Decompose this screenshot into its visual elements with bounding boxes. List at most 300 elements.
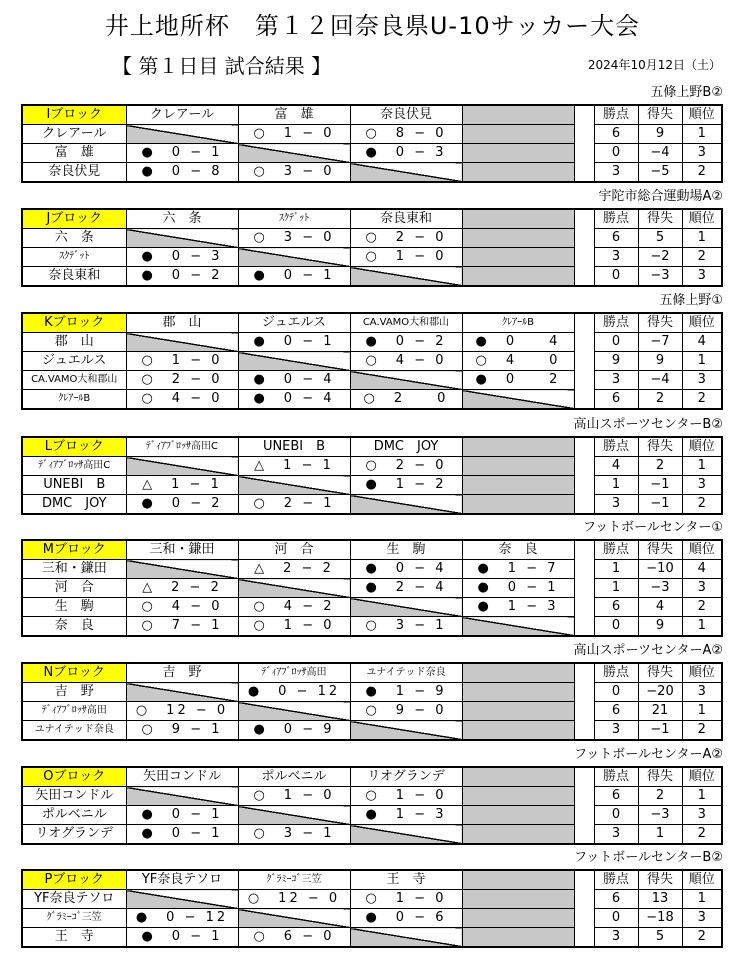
- table-row: [22, 457, 722, 476]
- goal-difference: 9: [638, 617, 682, 637]
- spacer-cell: [574, 663, 594, 683]
- match-result: ○ 8 − 0: [350, 125, 462, 144]
- table-row: [22, 909, 722, 928]
- points: 6: [594, 890, 638, 909]
- self-match-cell: [462, 617, 574, 637]
- spacer-cell: [574, 495, 594, 515]
- points: 6: [594, 229, 638, 248]
- team-name: リオグランデ: [22, 825, 126, 845]
- rank: 4: [682, 333, 722, 352]
- self-match-cell: [126, 683, 238, 702]
- team-name: 奈 良: [22, 617, 126, 637]
- block-label: Lブロック: [22, 437, 126, 457]
- spacer-cell: [574, 890, 594, 909]
- goal-difference: −4: [638, 144, 682, 163]
- block-table: [21, 104, 723, 183]
- spacer-cell: [574, 163, 594, 183]
- table-row: [22, 890, 722, 909]
- match-result: ○ 7 − 1: [126, 617, 238, 637]
- empty-cell: [462, 928, 574, 948]
- match-result: △ 1 − 1: [238, 457, 350, 476]
- table-row: [22, 702, 722, 721]
- team-name: 郡 山: [22, 333, 126, 352]
- stats-header: 得失: [638, 105, 682, 125]
- points: 0: [594, 909, 638, 928]
- spacer-cell: [574, 909, 594, 928]
- stats-header: 順位: [682, 437, 722, 457]
- match-result: ○ 2 − 1: [238, 495, 350, 515]
- opponent-header: ユナイテッド奈良: [350, 663, 462, 683]
- points: 0: [594, 617, 638, 637]
- match-result: ● 2 − 4: [350, 579, 462, 598]
- event-date: 2024年10月12日（土）: [587, 58, 721, 72]
- match-result: ● 0 − 1: [462, 579, 574, 598]
- team-name: 三和・鎌田: [22, 560, 126, 579]
- match-result: ● 0 − 12: [126, 909, 238, 928]
- spacer-cell: [574, 125, 594, 144]
- team-name: ﾃﾞｨｱﾌﾞﾛｯｻ高田C: [22, 457, 126, 476]
- empty-cell: [462, 495, 574, 515]
- stats-header: 勝点: [594, 540, 638, 560]
- page-title: 井上地所杯 第１２回奈良県U-10サッカー大会: [104, 12, 641, 40]
- goal-difference: −3: [638, 806, 682, 825]
- team-name: ｸﾞﾗﾐｰｺﾞ三笠: [22, 909, 126, 928]
- page-subtitle: 【 第１日目 試合結果 】: [112, 54, 332, 78]
- goal-difference: −2: [638, 248, 682, 267]
- rank: 3: [682, 371, 722, 390]
- points: 0: [594, 806, 638, 825]
- opponent-header: ﾃﾞｨｱﾌﾞﾛｯｻ高田: [238, 663, 350, 683]
- self-match-cell: [350, 825, 462, 845]
- table-row: [22, 928, 722, 948]
- match-result: ● 0 − 3: [126, 248, 238, 267]
- table-row: [22, 352, 722, 371]
- match-result: △ 2 − 2: [238, 560, 350, 579]
- empty-cell: [462, 125, 574, 144]
- block-table: [21, 869, 723, 948]
- self-match-cell: [350, 495, 462, 515]
- goal-difference: 2: [638, 457, 682, 476]
- block-label: Kブロック: [22, 313, 126, 333]
- rank: 1: [682, 352, 722, 371]
- spacer-cell: [574, 333, 594, 352]
- block-table: [21, 312, 723, 410]
- match-result: ○ 9 − 1: [126, 721, 238, 741]
- stats-header: 順位: [682, 313, 722, 333]
- table-row: [22, 598, 722, 617]
- empty-cell: [462, 163, 574, 183]
- rank: 3: [682, 683, 722, 702]
- self-match-cell: [350, 163, 462, 183]
- match-result: ○ 12 − 0: [238, 890, 350, 909]
- match-result: ● 1 − 3: [350, 806, 462, 825]
- empty-cell: [462, 457, 574, 476]
- empty-cell: [462, 721, 574, 741]
- points: 1: [594, 560, 638, 579]
- match-result: ○ 4 0: [462, 352, 574, 371]
- rank: 3: [682, 476, 722, 495]
- opponent-header: UNEBI B: [238, 437, 350, 457]
- points: 0: [594, 267, 638, 287]
- rank: 3: [682, 267, 722, 287]
- team-name: ユナイテッド奈良: [22, 721, 126, 741]
- match-result: ○ 2 − 0: [350, 457, 462, 476]
- spacer-cell: [574, 209, 594, 229]
- block-label: Pブロック: [22, 870, 126, 890]
- match-result: ○ 3 − 0: [238, 229, 350, 248]
- block-label: Jブロック: [22, 209, 126, 229]
- stats-header: 順位: [682, 870, 722, 890]
- rank: 2: [682, 598, 722, 617]
- empty-cell: [462, 105, 574, 125]
- match-result: ● 0 4: [462, 333, 574, 352]
- block-venue: フットボールセンター①: [583, 520, 723, 535]
- match-result: ○ 3 − 0: [238, 163, 350, 183]
- table-row: [22, 560, 722, 579]
- self-match-cell: [238, 352, 350, 371]
- rank: 3: [682, 909, 722, 928]
- opponent-header: ｸﾚｱｰﾙB: [462, 313, 574, 333]
- rank: 3: [682, 579, 722, 598]
- team-name: DMC JOY: [22, 495, 126, 515]
- self-match-cell: [350, 928, 462, 948]
- self-match-cell: [238, 806, 350, 825]
- points: 3: [594, 248, 638, 267]
- self-match-cell: [238, 702, 350, 721]
- spacer-cell: [574, 390, 594, 410]
- match-result: ○ 4 − 2: [238, 598, 350, 617]
- goal-difference: 4: [638, 598, 682, 617]
- team-name: クレアール: [22, 125, 126, 144]
- opponent-header: 王 寺: [350, 870, 462, 890]
- stats-header: 順位: [682, 105, 722, 125]
- match-result: △ 1 − 1: [126, 476, 238, 495]
- team-name: 奈良東和: [22, 267, 126, 287]
- opponent-header: YF奈良テソロ: [126, 870, 238, 890]
- rank: 2: [682, 825, 722, 845]
- empty-cell: [462, 909, 574, 928]
- rank: 2: [682, 163, 722, 183]
- team-name: 生 駒: [22, 598, 126, 617]
- points: 4: [594, 457, 638, 476]
- empty-cell: [462, 229, 574, 248]
- self-match-cell: [350, 721, 462, 741]
- goal-difference: 2: [638, 390, 682, 410]
- block-label: Mブロック: [22, 540, 126, 560]
- rank: 1: [682, 890, 722, 909]
- match-result: ● 0 − 2: [126, 495, 238, 515]
- spacer-cell: [574, 371, 594, 390]
- opponent-header: CA.VAMO大和郡山: [350, 313, 462, 333]
- team-name: ｸﾚｱｰﾙB: [22, 390, 126, 410]
- match-result: ● 0 − 1: [126, 144, 238, 163]
- match-result: ● 0 − 4: [238, 371, 350, 390]
- rank: 1: [682, 125, 722, 144]
- goal-difference: 1: [638, 825, 682, 845]
- team-name: CA.VAMO大和郡山: [22, 371, 126, 390]
- self-match-cell: [350, 598, 462, 617]
- spacer-cell: [574, 702, 594, 721]
- block-table: [21, 766, 723, 845]
- opponent-header: 奈良東和: [350, 209, 462, 229]
- match-result: ○ 9 − 0: [350, 702, 462, 721]
- rank: 2: [682, 928, 722, 948]
- table-row: [22, 371, 722, 390]
- empty-cell: [462, 787, 574, 806]
- opponent-header: ジュエルス: [238, 313, 350, 333]
- goal-difference: −3: [638, 267, 682, 287]
- team-name: UNEBI B: [22, 476, 126, 495]
- table-row: [22, 267, 722, 287]
- empty-cell: [462, 767, 574, 787]
- match-result: ● 0 − 8: [126, 163, 238, 183]
- table-row: [22, 163, 722, 183]
- spacer-cell: [574, 928, 594, 948]
- team-name: ﾃﾞｨｱﾌﾞﾛｯｻ高田: [22, 702, 126, 721]
- match-result: ● 0 − 6: [350, 909, 462, 928]
- opponent-header: ｽｸﾃﾞｯﾄ: [238, 209, 350, 229]
- match-result: ○ 1 − 0: [238, 617, 350, 637]
- points: 6: [594, 702, 638, 721]
- opponent-header: 富 雄: [238, 105, 350, 125]
- empty-cell: [462, 702, 574, 721]
- spacer-cell: [574, 540, 594, 560]
- match-result: ○ 1 − 0: [350, 248, 462, 267]
- team-name: 奈良伏見: [22, 163, 126, 183]
- match-result: ● 0 − 4: [350, 560, 462, 579]
- team-name: 吉 野: [22, 683, 126, 702]
- opponent-header: DMC JOY: [350, 437, 462, 457]
- spacer-cell: [574, 352, 594, 371]
- stats-header: 順位: [682, 767, 722, 787]
- team-name: 矢田コンドル: [22, 787, 126, 806]
- empty-cell: [462, 890, 574, 909]
- goal-difference: −5: [638, 163, 682, 183]
- points: 6: [594, 125, 638, 144]
- match-result: ○ 2 − 0: [350, 229, 462, 248]
- rank: 3: [682, 806, 722, 825]
- spacer-cell: [574, 870, 594, 890]
- table-row: [22, 248, 722, 267]
- empty-cell: [462, 437, 574, 457]
- match-result: ○ 4 − 0: [126, 390, 238, 410]
- goal-difference: 5: [638, 229, 682, 248]
- points: 0: [594, 683, 638, 702]
- goal-difference: 2: [638, 787, 682, 806]
- empty-cell: [462, 663, 574, 683]
- stats-header: 順位: [682, 209, 722, 229]
- self-match-cell: [238, 579, 350, 598]
- table-row: [22, 721, 722, 741]
- team-name: ｽｸﾃﾞｯﾄ: [22, 248, 126, 267]
- stats-header: 得失: [638, 767, 682, 787]
- stats-header: 勝点: [594, 870, 638, 890]
- spacer-cell: [574, 598, 594, 617]
- stats-header: 得失: [638, 540, 682, 560]
- match-result: ● 1 − 9: [350, 683, 462, 702]
- team-name: 富 雄: [22, 144, 126, 163]
- table-row: [22, 125, 722, 144]
- match-result: ○ 3 − 1: [350, 617, 462, 637]
- match-result: ○ 2 − 0: [126, 371, 238, 390]
- stats-header: 勝点: [594, 209, 638, 229]
- empty-cell: [462, 144, 574, 163]
- self-match-cell: [462, 390, 574, 410]
- match-result: ● 1 − 2: [350, 476, 462, 495]
- goal-difference: −1: [638, 495, 682, 515]
- block-table: [21, 208, 723, 287]
- match-result: ● 0 2: [462, 371, 574, 390]
- team-name: YF奈良テソロ: [22, 890, 126, 909]
- table-row: [22, 617, 722, 637]
- self-match-cell: [126, 229, 238, 248]
- opponent-header: ポルベニル: [238, 767, 350, 787]
- spacer-cell: [574, 825, 594, 845]
- opponent-header: 生 駒: [350, 540, 462, 560]
- empty-cell: [462, 825, 574, 845]
- self-match-cell: [238, 248, 350, 267]
- block-label: Oブロック: [22, 767, 126, 787]
- match-result: ● 0 − 12: [238, 683, 350, 702]
- stats-header: 得失: [638, 870, 682, 890]
- rank: 2: [682, 248, 722, 267]
- rank: 2: [682, 390, 722, 410]
- opponent-header: 吉 野: [126, 663, 238, 683]
- match-result: ● 0 − 4: [238, 390, 350, 410]
- points: 0: [594, 144, 638, 163]
- stats-header: 得失: [638, 209, 682, 229]
- self-match-cell: [126, 787, 238, 806]
- self-match-cell: [238, 476, 350, 495]
- spacer-cell: [574, 806, 594, 825]
- self-match-cell: [238, 144, 350, 163]
- block-venue: 高山スポーツセンターB②: [573, 417, 723, 432]
- team-name: ジュエルス: [22, 352, 126, 371]
- match-result: ● 0 − 1: [126, 928, 238, 948]
- stats-header: 勝点: [594, 437, 638, 457]
- spacer-cell: [574, 787, 594, 806]
- goal-difference: 9: [638, 352, 682, 371]
- spacer-cell: [574, 767, 594, 787]
- points: 3: [594, 825, 638, 845]
- goal-difference: −4: [638, 371, 682, 390]
- points: 3: [594, 928, 638, 948]
- stats-header: 勝点: [594, 105, 638, 125]
- match-result: ● 0 − 2: [350, 333, 462, 352]
- stats-header: 得失: [638, 437, 682, 457]
- block-table: [21, 539, 723, 637]
- empty-cell: [462, 267, 574, 287]
- match-result: ○ 3 − 1: [238, 825, 350, 845]
- table-row: [22, 390, 722, 410]
- block-venue: 宇陀市総合運動場A②: [598, 189, 723, 204]
- spacer-cell: [574, 476, 594, 495]
- goal-difference: −1: [638, 721, 682, 741]
- spacer-cell: [574, 248, 594, 267]
- team-name: ポルベニル: [22, 806, 126, 825]
- team-name: 六 条: [22, 229, 126, 248]
- block-venue: 高山スポーツセンターA②: [573, 643, 723, 658]
- points: 1: [594, 476, 638, 495]
- stats-header: 得失: [638, 663, 682, 683]
- match-result: ○ 4 − 0: [350, 352, 462, 371]
- rank: 1: [682, 702, 722, 721]
- rank: 4: [682, 560, 722, 579]
- self-match-cell: [126, 333, 238, 352]
- match-result: ○ 1 − 0: [350, 890, 462, 909]
- table-row: [22, 229, 722, 248]
- spacer-cell: [574, 267, 594, 287]
- points: 6: [594, 787, 638, 806]
- opponent-header: リオグランデ: [350, 767, 462, 787]
- table-row: [22, 806, 722, 825]
- points: 0: [594, 333, 638, 352]
- goal-difference: −10: [638, 560, 682, 579]
- points: 9: [594, 352, 638, 371]
- self-match-cell: [126, 560, 238, 579]
- points: 3: [594, 163, 638, 183]
- stats-header: 勝点: [594, 767, 638, 787]
- empty-cell: [462, 248, 574, 267]
- spacer-cell: [574, 721, 594, 741]
- opponent-header: クレアール: [126, 105, 238, 125]
- self-match-cell: [350, 267, 462, 287]
- match-result: ● 0 − 1: [238, 267, 350, 287]
- empty-cell: [462, 209, 574, 229]
- opponent-header: ﾃﾞｨｱﾌﾞﾛｯｻ高田C: [126, 437, 238, 457]
- block-table: [21, 662, 723, 741]
- goal-difference: −3: [638, 579, 682, 598]
- opponent-header: 郡 山: [126, 313, 238, 333]
- opponent-header: 奈 良: [462, 540, 574, 560]
- empty-cell: [462, 870, 574, 890]
- table-row: [22, 495, 722, 515]
- goal-difference: −20: [638, 683, 682, 702]
- match-result: ○ 12 − 0: [126, 702, 238, 721]
- rank: 1: [682, 787, 722, 806]
- match-result: ● 0 − 1: [126, 806, 238, 825]
- table-row: [22, 333, 722, 352]
- table-row: [22, 476, 722, 495]
- block-venue: 五條上野①: [659, 293, 723, 308]
- block-label: Ⅰブロック: [22, 105, 126, 125]
- table-row: [22, 144, 722, 163]
- opponent-header: 六 条: [126, 209, 238, 229]
- block-label: Nブロック: [22, 663, 126, 683]
- match-result: △ 2 − 2: [126, 579, 238, 598]
- goal-difference: 5: [638, 928, 682, 948]
- match-result: ● 0 − 1: [126, 825, 238, 845]
- spacer-cell: [574, 144, 594, 163]
- match-result: ○ 1 − 0: [238, 125, 350, 144]
- points: 3: [594, 371, 638, 390]
- match-result: ○ 4 − 0: [126, 598, 238, 617]
- goal-difference: −7: [638, 333, 682, 352]
- match-result: ○ 1 − 0: [350, 787, 462, 806]
- self-match-cell: [126, 890, 238, 909]
- opponent-header: 奈良伏見: [350, 105, 462, 125]
- table-row: [22, 579, 722, 598]
- match-result: ○ 2 0: [350, 390, 462, 410]
- rank: 3: [682, 144, 722, 163]
- goal-difference: −1: [638, 476, 682, 495]
- spacer-cell: [574, 437, 594, 457]
- block-venue: 五條上野B②: [650, 85, 723, 100]
- team-name: 河 合: [22, 579, 126, 598]
- match-result: ○ 6 − 0: [238, 928, 350, 948]
- table-row: [22, 683, 722, 702]
- spacer-cell: [574, 579, 594, 598]
